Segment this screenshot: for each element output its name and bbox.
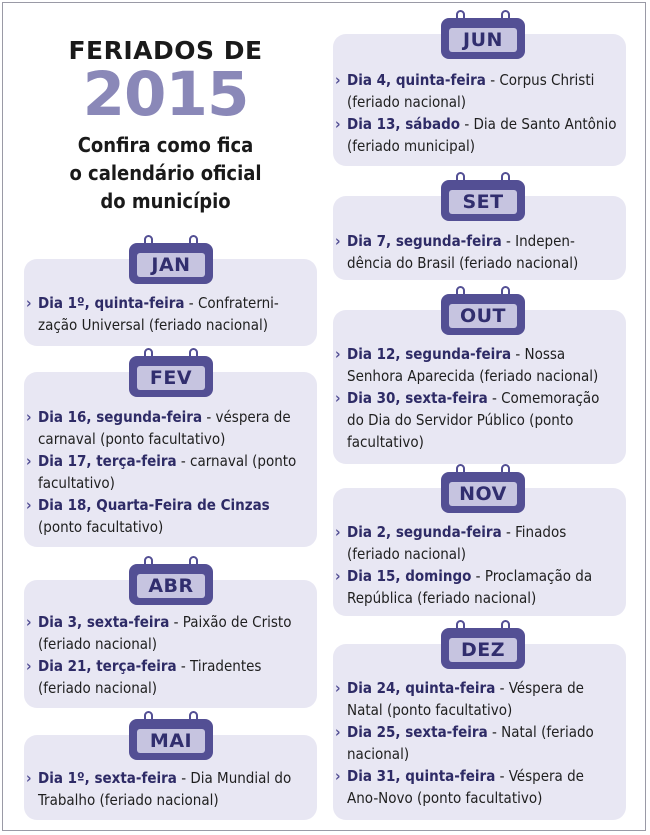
holiday-date: Dia 1º, quinta-feira (38, 294, 185, 312)
chevron-right-icon: › (335, 523, 341, 541)
month-label: JUN (449, 28, 517, 52)
holiday-date: Dia 2, segunda-feira (347, 523, 502, 541)
chevron-right-icon: › (26, 496, 32, 514)
month-label: MAI (137, 729, 205, 753)
year-title: 2015 (82, 59, 249, 130)
chevron-right-icon: › (26, 613, 32, 631)
chevron-right-icon: › (26, 408, 32, 426)
holiday-date: Dia 25, sexta-feira (347, 723, 488, 741)
calendar-icon (129, 235, 213, 284)
month-card-nov (333, 464, 626, 616)
holiday-entry (335, 387, 618, 453)
holiday-date: Dia 1º, sexta-feira (38, 769, 177, 787)
holiday-date: Dia 4, quinta-feira (347, 71, 486, 89)
holiday-date: Dia 24, quinta-feira (347, 679, 496, 697)
page-title: FERIADOS DE (68, 36, 263, 65)
holiday-description: - Corpus Christi (feriado nacional) (347, 71, 595, 111)
holiday-entry (26, 767, 309, 811)
month-card-jan (24, 235, 317, 346)
month-label: NOV (449, 482, 517, 506)
holiday-date: Dia 18, Quarta-Feira de Cinzas (38, 496, 270, 514)
holiday-entry (335, 343, 618, 387)
holiday-description: - carnaval (ponto facultativo) (38, 452, 297, 492)
holiday-entry (335, 521, 618, 565)
holiday-entry (335, 765, 618, 809)
holiday-date: Dia 30, sexta-feira (347, 389, 488, 407)
chevron-right-icon: › (335, 115, 341, 133)
holiday-entry (26, 611, 309, 655)
chevron-right-icon: › (26, 657, 32, 675)
chevron-right-icon: › (335, 232, 341, 250)
holiday-description: - véspera de carnaval (ponto facultativo) (38, 408, 291, 448)
holiday-date: Dia 13, sábado (347, 115, 461, 133)
chevron-right-icon: › (335, 767, 341, 785)
subtitle-line-3: do município (100, 189, 231, 213)
chevron-right-icon: › (335, 567, 341, 585)
holiday-date: Dia 16, segunda-feira (38, 408, 203, 426)
holiday-date: Dia 3, sexta-feira (38, 613, 170, 631)
holiday-description: (ponto facultativo) (38, 518, 164, 536)
holiday-entry (26, 406, 309, 450)
holiday-description: - Proclamação da República (feriado nacional) (347, 567, 593, 607)
holiday-list (26, 292, 309, 336)
month-label: JAN (137, 253, 205, 277)
month-card-out (333, 286, 626, 464)
holiday-list (335, 230, 618, 274)
subtitle-line-2: o calendário oficial (69, 161, 262, 185)
month-label: SET (449, 190, 517, 214)
holiday-list (335, 521, 618, 609)
calendar-icon (441, 464, 525, 513)
holiday-description: - Natal (feriado nacional) (347, 723, 594, 763)
calendar-icon (441, 286, 525, 335)
holiday-list (26, 767, 309, 811)
holiday-date: Dia 31, quinta-feira (347, 767, 496, 785)
month-label: FEV (137, 366, 205, 390)
month-card-mai (24, 711, 317, 820)
subtitle (18, 131, 313, 215)
holiday-description: - Paixão de Cristo (feriado nacional) (38, 613, 292, 653)
holiday-date: Dia 12, segunda-feira (347, 345, 512, 363)
chevron-right-icon: › (335, 679, 341, 697)
holiday-description: - Dia de Santo Antônio (feriado municipal) (347, 115, 617, 155)
month-card-abr (24, 556, 317, 708)
holiday-description: - Véspera de Natal (ponto facultativo) (347, 679, 584, 719)
calendar-icon (129, 711, 213, 760)
calendar-icon (129, 556, 213, 605)
holiday-entry (26, 450, 309, 494)
month-card-set (333, 172, 626, 280)
holiday-list (335, 69, 618, 157)
month-label: OUT (449, 304, 517, 328)
holiday-list (335, 343, 618, 453)
holiday-date: Dia 21, terça-feira (38, 657, 177, 675)
holiday-date: Dia 15, domingo (347, 567, 472, 585)
holiday-entry (335, 113, 618, 157)
holiday-entry (335, 565, 618, 609)
holiday-list (26, 406, 309, 538)
calendar-icon (129, 348, 213, 397)
calendar-icon (441, 620, 525, 669)
month-label: DEZ (449, 638, 517, 662)
holiday-description: - Dia Mundial do Trabalho (feriado nacional) (38, 769, 292, 809)
holiday-entry (335, 677, 618, 721)
holiday-date: Dia 17, terça-feira (38, 452, 177, 470)
holiday-description: - Véspera de Ano-Novo (ponto facultativo) (347, 767, 584, 807)
chevron-right-icon: › (335, 723, 341, 741)
holiday-entry (26, 494, 309, 538)
chevron-right-icon: › (335, 345, 341, 363)
calendar-icon (441, 172, 525, 221)
month-label: ABR (137, 574, 205, 598)
chevron-right-icon: › (335, 389, 341, 407)
chevron-right-icon: › (26, 452, 32, 470)
holiday-list (335, 677, 618, 809)
holiday-description: - Comemoração do Dia do Servidor Público (ponto facultativo) (347, 389, 600, 451)
holiday-date: Dia 7, segunda-feira (347, 232, 502, 250)
holiday-entry (335, 230, 618, 274)
subtitle-line-1: Confira como fica (77, 133, 254, 157)
holiday-description: - Finados (feriado nacional) (347, 523, 567, 563)
holiday-description: - Confraterni-zação Universal (feriado nacional) (38, 294, 279, 334)
chevron-right-icon: › (26, 769, 32, 787)
month-card-jun (333, 10, 626, 166)
chevron-right-icon: › (335, 71, 341, 89)
month-card-dez (333, 620, 626, 820)
holiday-entry (335, 69, 618, 113)
chevron-right-icon: › (26, 294, 32, 312)
holiday-entry (26, 292, 309, 336)
holiday-description: - Nossa Senhora Aparecida (feriado nacional) (347, 345, 599, 385)
holiday-list (26, 611, 309, 699)
calendar-icon (441, 10, 525, 59)
holiday-entry (335, 721, 618, 765)
holiday-entry (26, 655, 309, 699)
holiday-description: - Tiradentes (feriado nacional) (38, 657, 262, 697)
infographic-header (18, 38, 313, 215)
month-card-fev (24, 348, 317, 547)
holiday-description: - Indepen-dência do Brasil (feriado nacional) (347, 232, 579, 272)
